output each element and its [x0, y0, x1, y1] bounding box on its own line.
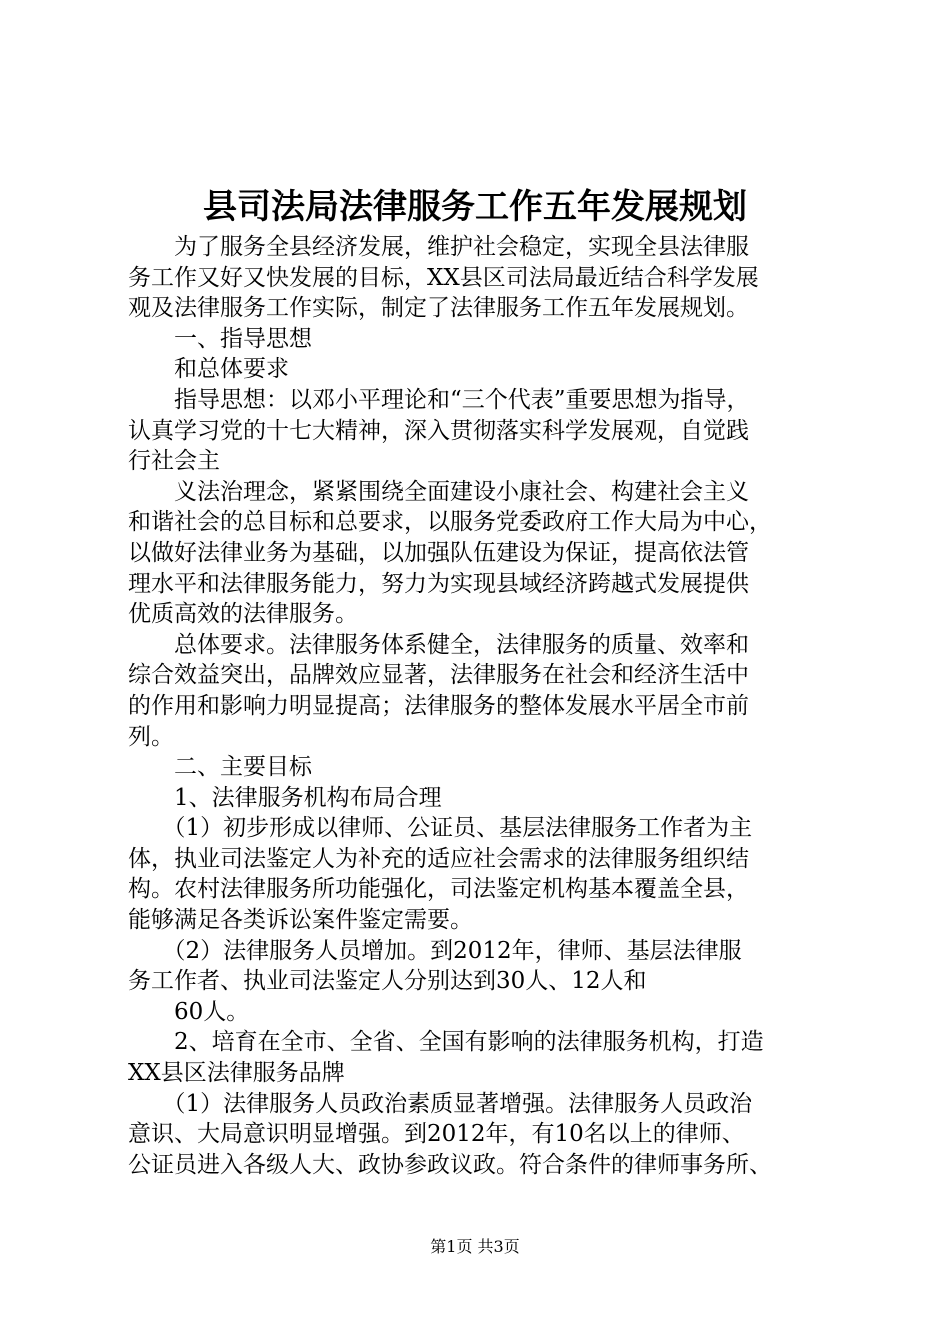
page-footer: 第1页 共3页 — [430, 1237, 520, 1256]
text-line: 列。 — [128, 723, 174, 750]
text-line: 公证员进入各级人大、政协参政议政。符合条件的律师事务所、 — [128, 1151, 772, 1178]
text-line: 综合效益突出，品牌效应显著，法律服务在社会和经济生活中 — [128, 662, 749, 689]
text-line: 观及法律服务工作实际，制定了法律服务工作五年发展规划。 — [128, 295, 749, 322]
subsection-heading: 2、培育在全市、全省、全国有影响的法律服务机构，打造 — [128, 1029, 764, 1056]
section-heading: 一、指导思想 — [128, 325, 312, 352]
section-heading: 和总体要求 — [128, 356, 289, 383]
text-line: 总体要求。法律服务体系健全，法律服务的质量、效率和 — [128, 631, 749, 658]
text-line: 认真学习党的十七大精神，深入贯彻落实科学发展观，自觉践 — [128, 417, 749, 444]
text-line: 行社会主 — [128, 448, 220, 475]
text-line: 理水平和法律服务能力，努力为实现县域经济跨越式发展提供 — [128, 570, 749, 597]
text-line: 能够满足各类诉讼案件鉴定需要。 — [128, 907, 473, 934]
document-body — [128, 232, 833, 1180]
text-line: （1）初步形成以律师、公证员、基层法律服务工作者为主 — [128, 815, 753, 842]
text-line: （2）法律服务人员增加。到2012年，律师、基层法律服 — [128, 937, 742, 964]
text-line: 优质高效的法律服务。 — [128, 601, 358, 628]
text-line: 和谐社会的总目标和总要求，以服务党委政府工作大局为中心， — [128, 509, 772, 536]
text-line: 务工作者、执业司法鉴定人分别达到30人、12人和 — [128, 968, 647, 995]
text-line: 以做好法律业务为基础，以加强队伍建设为保证，提高依法管 — [128, 539, 749, 566]
text-line: 60人。 — [128, 998, 250, 1025]
subsection-heading: XX县区法律服务品牌 — [128, 1060, 345, 1087]
text-line: 指导思想：以邓小平理论和“三个代表”重要思想为指导， — [128, 386, 750, 413]
text-line: 务工作又好又快发展的目标，XX县区司法局最近结合科学发展 — [128, 264, 759, 291]
text-line: 义法治理念，紧紧围绕全面建设小康社会、构建社会主义 — [128, 478, 749, 505]
text-line: （1）法律服务人员政治素质显著增强。法律服务人员政治 — [128, 1090, 753, 1117]
document-title: 县司法局法律服务工作五年发展规划 — [203, 187, 747, 227]
section-heading: 二、主要目标 — [128, 754, 312, 781]
text-line: 意识、大局意识明显增强。到2012年，有10名以上的律师、 — [128, 1121, 745, 1148]
text-line: 体，执业司法鉴定人为补充的适应社会需求的法律服务组织结 — [128, 845, 749, 872]
subsection-heading: 1、法律服务机构布局合理 — [128, 784, 442, 811]
text-line: 构。农村法律服务所功能强化，司法鉴定机构基本覆盖全县， — [128, 876, 749, 903]
text-line: 为了服务全县经济发展，维护社会稳定，实现全县法律服 — [128, 234, 749, 260]
text-line: 的作用和影响力明显提高；法律服务的整体发展水平居全市前 — [128, 692, 749, 719]
